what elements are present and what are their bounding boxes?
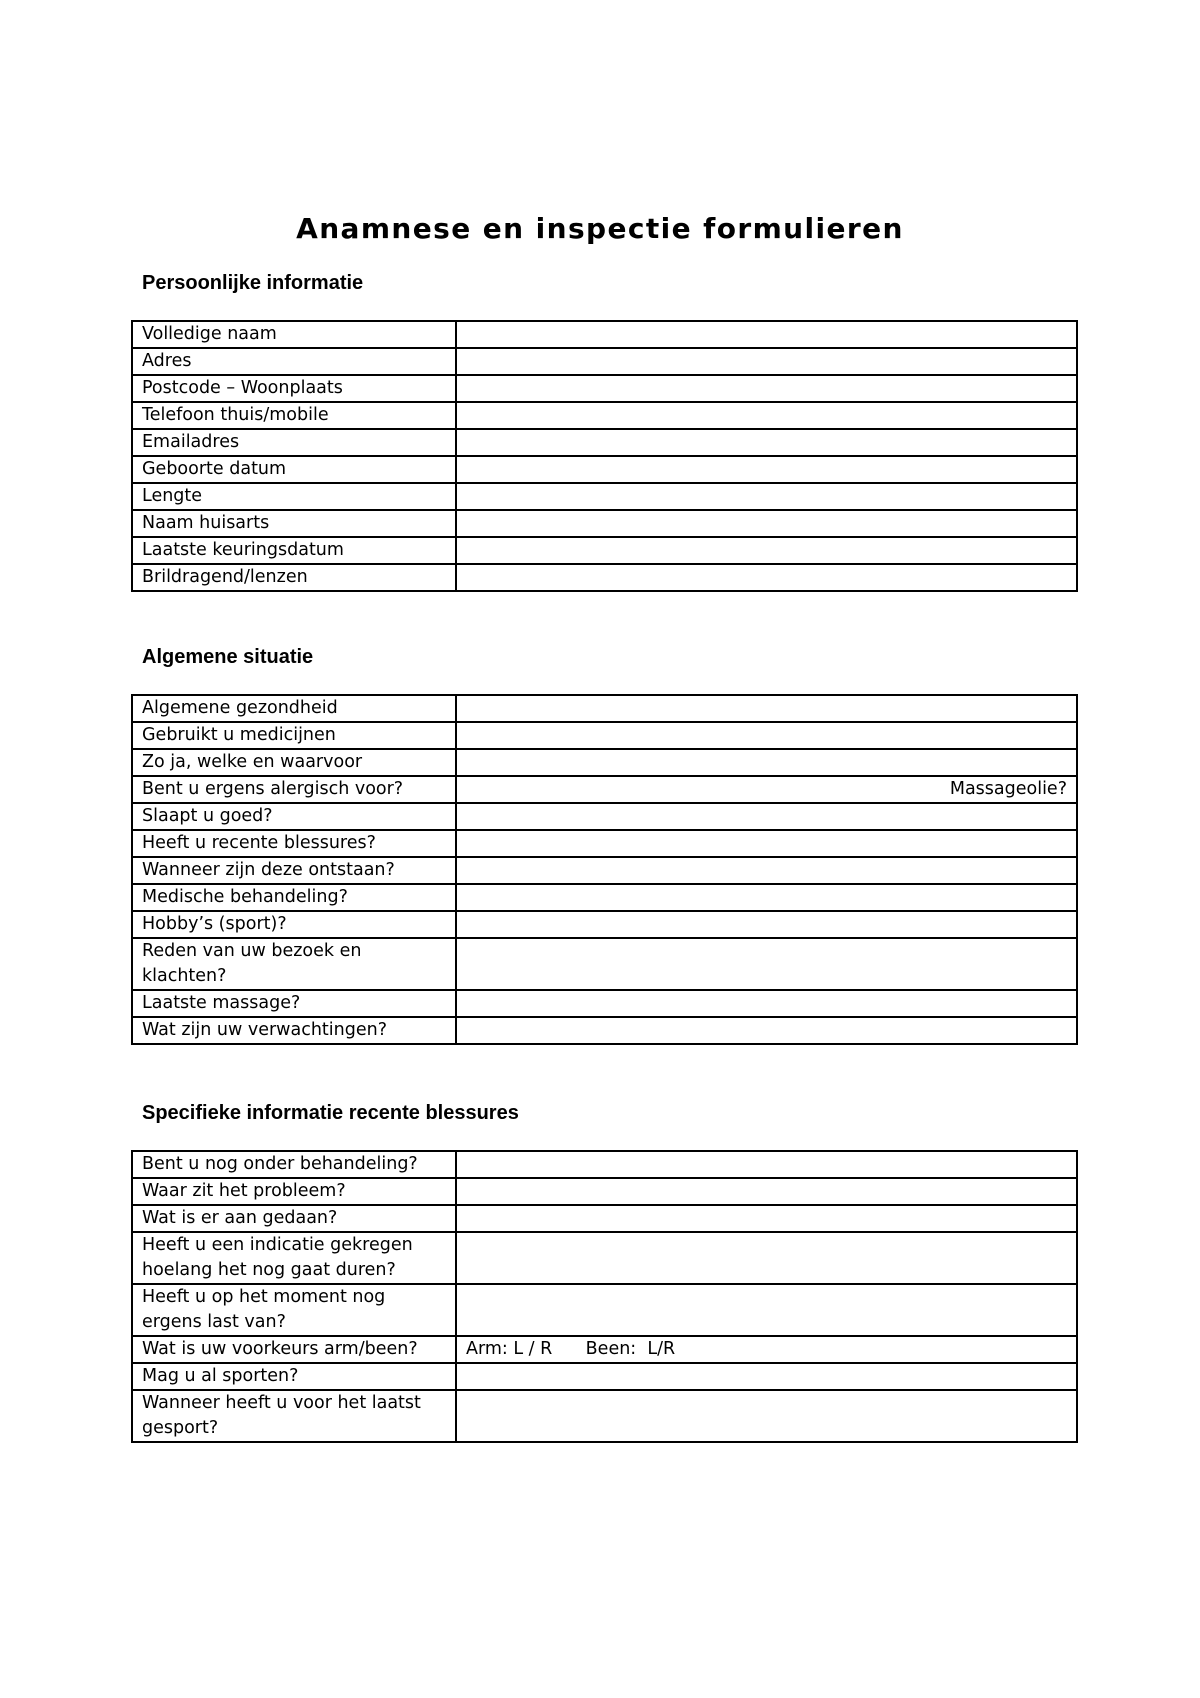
row-value-field[interactable] (456, 1178, 1077, 1205)
table-row (132, 1151, 1077, 1178)
table-row (132, 884, 1077, 911)
row-value-field[interactable] (456, 830, 1077, 857)
row-value-field[interactable] (456, 1151, 1077, 1178)
table-row (132, 564, 1077, 591)
row-label: Bent u ergens alergisch voor? (132, 776, 456, 803)
massage-oil-note: Massageolie? (949, 779, 1067, 799)
table-row (132, 348, 1077, 375)
table-row (132, 321, 1077, 348)
row-label: Volledige naam (132, 321, 456, 348)
row-label: Wat zijn uw verwachtingen? (132, 1017, 456, 1044)
table-row (132, 1363, 1077, 1390)
table-row (132, 1178, 1077, 1205)
row-value-field[interactable] (456, 803, 1077, 830)
table-row (132, 722, 1077, 749)
row-label: Wat is er aan gedaan? (132, 1205, 456, 1232)
section-heading-injuries: Specifieke informatie recente blessures (142, 1102, 519, 1124)
row-label: Heeft u op het moment nog ergens last van? (132, 1284, 456, 1336)
row-label: Heeft u een indicatie gekregen hoelang het nog gaat duren? (132, 1232, 456, 1284)
table-row (132, 938, 1077, 990)
row-label: Geboorte datum (132, 456, 456, 483)
row-label: Postcode – Woonplaats (132, 375, 456, 402)
table-row (132, 1284, 1077, 1336)
table-row (132, 537, 1077, 564)
table-row (132, 857, 1077, 884)
table-row (132, 1017, 1077, 1044)
table-row (132, 1205, 1077, 1232)
row-label: Adres (132, 348, 456, 375)
row-label: Waar zit het probleem? (132, 1178, 456, 1205)
table-row (132, 749, 1077, 776)
row-value-field[interactable] (456, 348, 1077, 375)
row-value-field[interactable] (456, 1017, 1077, 1044)
row-value-field[interactable] (456, 564, 1077, 591)
row-label: Laatste massage? (132, 990, 456, 1017)
table-row (132, 990, 1077, 1017)
row-label: Naam huisarts (132, 510, 456, 537)
table-row (132, 483, 1077, 510)
row-value-field[interactable] (456, 938, 1077, 990)
row-label: Zo ja, welke en waarvoor (132, 749, 456, 776)
row-value-field[interactable] (456, 722, 1077, 749)
table-row (132, 510, 1077, 537)
row-label: Bent u nog onder behandeling? (132, 1151, 456, 1178)
table-row (132, 1390, 1077, 1442)
section-heading-personal: Persoonlijke informatie (142, 272, 364, 294)
table-row (132, 911, 1077, 938)
row-label: Lengte (132, 483, 456, 510)
row-label: Gebruikt u medicijnen (132, 722, 456, 749)
row-label: Mag u al sporten? (132, 1363, 456, 1390)
row-value-field[interactable] (456, 510, 1077, 537)
row-value-field[interactable] (456, 695, 1077, 722)
row-label: Algemene gezondheid (132, 695, 456, 722)
row-value-field[interactable] (456, 1205, 1077, 1232)
row-label: Heeft u recente blessures? (132, 830, 456, 857)
row-label: Telefoon thuis/mobile (132, 402, 456, 429)
table-row (132, 776, 1077, 803)
table-row (132, 830, 1077, 857)
row-value-field[interactable] (456, 375, 1077, 402)
general-situation-table (131, 694, 1078, 1045)
row-value-field[interactable]: Arm: L / R Been: L/R (456, 1336, 1077, 1363)
row-value-field[interactable] (456, 537, 1077, 564)
table-row (132, 1336, 1077, 1363)
row-value-field[interactable] (456, 884, 1077, 911)
row-value-field[interactable] (456, 321, 1077, 348)
table-row (132, 1232, 1077, 1284)
row-value-field[interactable] (456, 429, 1077, 456)
row-value-field[interactable] (456, 456, 1077, 483)
recent-injuries-table (131, 1150, 1078, 1443)
row-value-field[interactable] (456, 857, 1077, 884)
row-label: Slaapt u goed? (132, 803, 456, 830)
row-label: Medische behandeling? (132, 884, 456, 911)
row-value-field[interactable] (456, 483, 1077, 510)
table-row (132, 695, 1077, 722)
table-row (132, 803, 1077, 830)
row-value-field[interactable] (456, 911, 1077, 938)
table-row (132, 375, 1077, 402)
row-value-field[interactable] (456, 749, 1077, 776)
row-value-field[interactable] (456, 1363, 1077, 1390)
row-value-field[interactable] (456, 1232, 1077, 1284)
row-label: Wanneer heeft u voor het laatst gesport? (132, 1390, 456, 1442)
table-row (132, 402, 1077, 429)
row-label: Wanneer zijn deze ontstaan? (132, 857, 456, 884)
row-value-field[interactable] (456, 1284, 1077, 1336)
section-heading-general: Algemene situatie (142, 646, 314, 668)
row-value-field[interactable] (456, 402, 1077, 429)
row-label: Wat is uw voorkeurs arm/been? (132, 1336, 456, 1363)
personal-info-table (131, 320, 1078, 592)
row-label: Hobby’s (sport)? (132, 911, 456, 938)
row-label: Emailadres (132, 429, 456, 456)
row-label: Laatste keuringsdatum (132, 537, 456, 564)
row-value-field[interactable] (456, 1390, 1077, 1442)
page-title: Anamnese en inspectie formulieren (296, 212, 904, 245)
table-row (132, 429, 1077, 456)
table-row (132, 456, 1077, 483)
row-label: Reden van uw bezoek en klachten? (132, 938, 456, 990)
row-value-field[interactable] (456, 776, 1077, 803)
row-value-field[interactable] (456, 990, 1077, 1017)
row-label: Brildragend/lenzen (132, 564, 456, 591)
